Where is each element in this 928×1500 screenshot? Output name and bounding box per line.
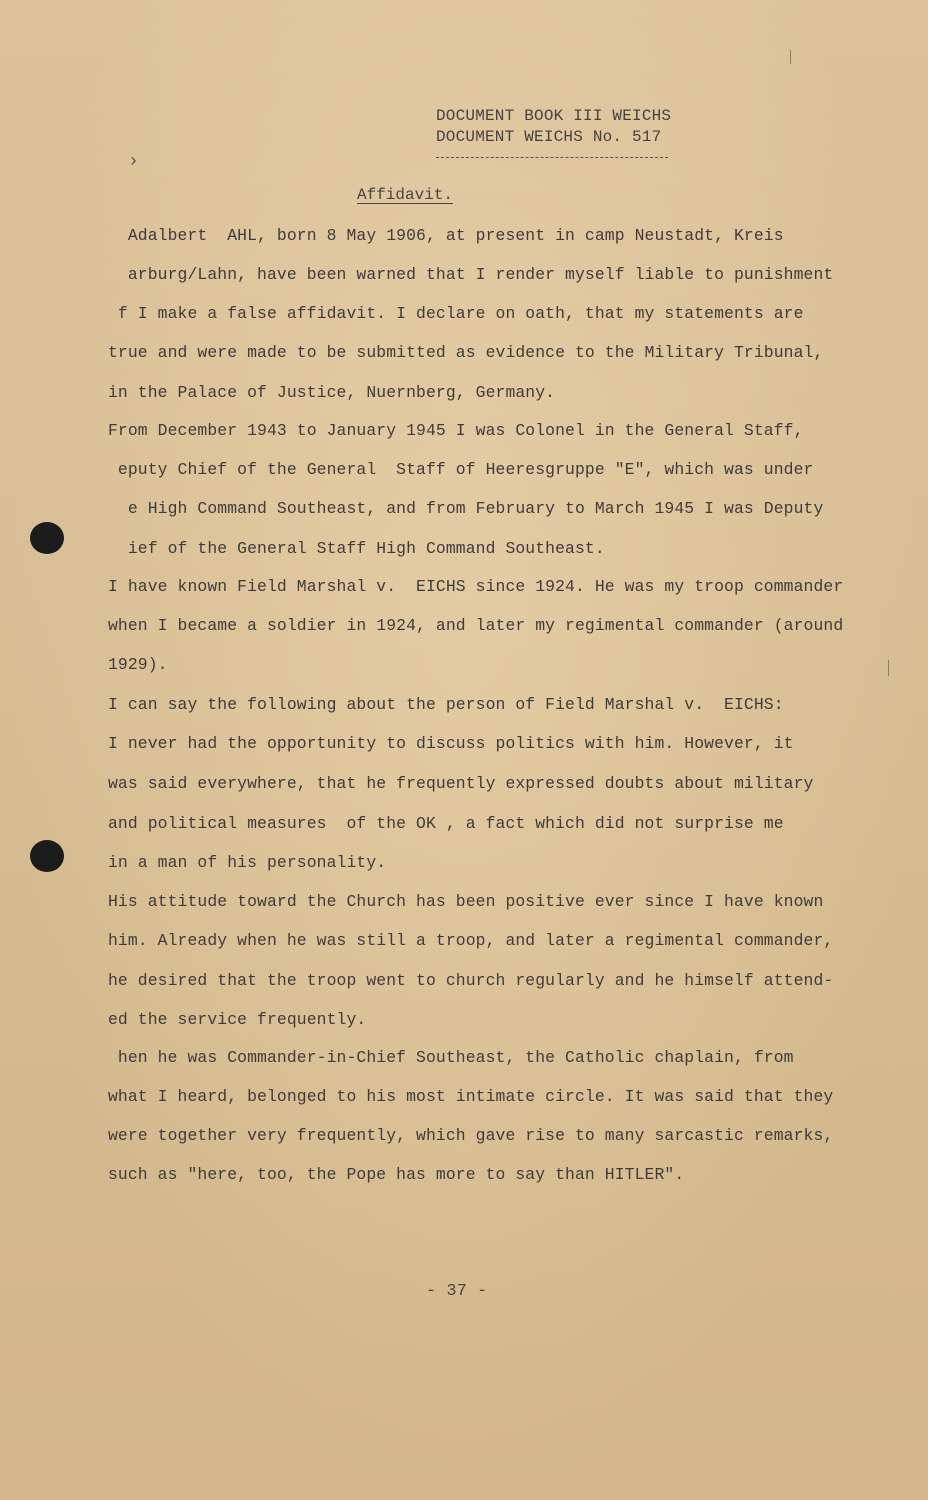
body-line: in a man of his personality. <box>108 853 387 872</box>
header-book-line: DOCUMENT BOOK III WEICHS <box>436 107 672 125</box>
document-title: Affidavit. <box>357 186 454 204</box>
body-line: I can say the following about the person of Field Marshal v. EICHS: <box>108 695 784 714</box>
body-line: f I make a false affidavit. I declare on oath, that my statements are <box>108 304 804 323</box>
body-line: I have known Field Marshal v. EICHS since 1924. He was my troop commander <box>108 577 844 596</box>
body-line: he desired that the troop went to church regularly and he himself attend- <box>108 971 834 990</box>
body-line: 1929). <box>108 655 168 674</box>
body-line: eputy Chief of the General Staff of Heeresgruppe "E", which was under <box>108 460 814 479</box>
punch-hole <box>30 840 64 872</box>
body-line: true and were made to be submitted as evidence to the Military Tribunal, <box>108 343 824 362</box>
header-divider <box>436 157 668 158</box>
fold-mark <box>888 660 889 676</box>
fold-mark <box>790 50 791 64</box>
page-number: - 37 - <box>426 1282 488 1301</box>
body-line: him. Already when he was still a troop, and later a regimental commander, <box>108 931 834 950</box>
punch-hole <box>30 522 64 554</box>
body-line: arburg/Lahn, have been warned that I render myself liable to punishment <box>108 265 834 284</box>
body-line: ed the service frequently. <box>108 1010 367 1029</box>
header-document-line: DOCUMENT WEICHS No. 517 <box>436 128 662 146</box>
pen-mark-icon: › <box>128 152 139 172</box>
body-line: I never had the opportunity to discuss politics with him. However, it <box>108 734 794 753</box>
body-line: Adalbert AHL, born 8 May 1906, at present in camp Neustadt, Kreis <box>108 226 784 245</box>
body-line: From December 1943 to January 1945 I was Colonel in the General Staff, <box>108 421 804 440</box>
body-line: e High Command Southeast, and from February to March 1945 I was Deputy <box>108 499 824 518</box>
document-header <box>436 106 671 148</box>
body-line: what I heard, belonged to his most intimate circle. It was said that they <box>108 1087 834 1106</box>
body-line: in the Palace of Justice, Nuernberg, Germany. <box>108 383 556 402</box>
body-line: when I became a soldier in 1924, and later my regimental commander (around <box>108 616 844 635</box>
body-line: hen he was Commander-in-Chief Southeast, the Catholic chaplain, from <box>108 1048 794 1067</box>
body-line: His attitude toward the Church has been positive ever since I have known <box>108 892 824 911</box>
body-line: and political measures of the OK , a fact which did not surprise me <box>108 814 784 833</box>
body-line: ief of the General Staff High Command Southeast. <box>108 539 605 558</box>
body-line: was said everywhere, that he frequently expressed doubts about military <box>108 774 814 793</box>
body-line: such as "here, too, the Pope has more to say than HITLER". <box>108 1165 685 1184</box>
body-line: were together very frequently, which gave rise to many sarcastic remarks, <box>108 1126 834 1145</box>
